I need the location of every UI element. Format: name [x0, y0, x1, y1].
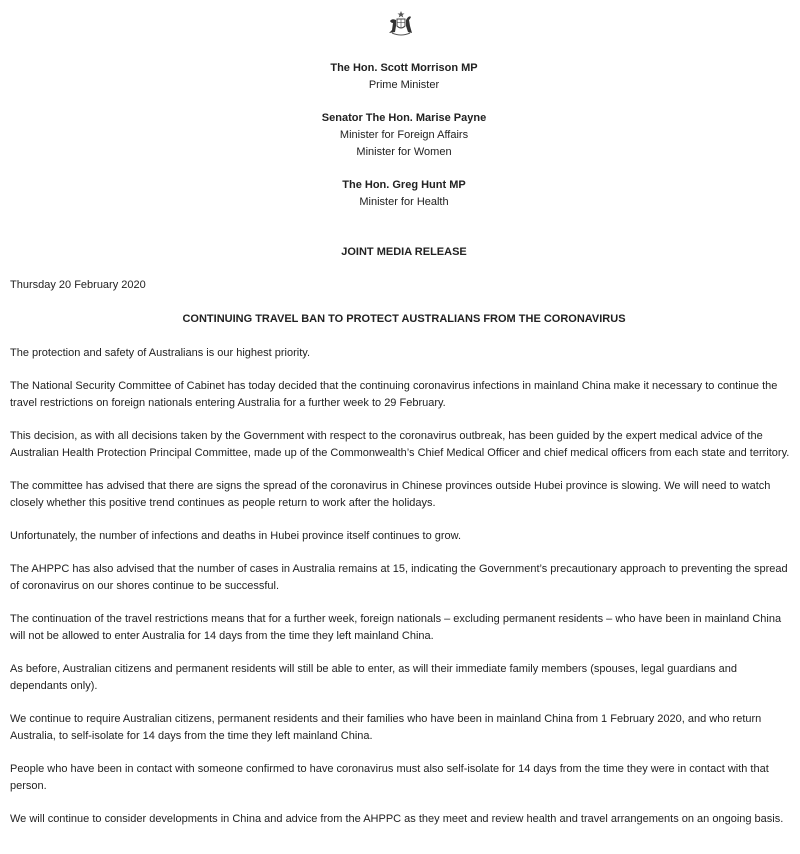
paragraph: As before, Australian citizens and permanent residents will still be able to enter, as will their immediate family members (spouses, legal guardians and dependants only). — [10, 663, 737, 692]
paragraph: The committee has advised that there are signs the spread of the coronavirus in Chinese provinces outside Hubei province is slowing. We will need to watch closely whether this positive trend continues as people return to work after the holidays. — [10, 480, 771, 509]
minister-role: Minister for Foreign Affairs — [339, 129, 469, 141]
minister-name: The Hon. Greg Hunt MP — [342, 179, 466, 191]
paragraph: The protection and safety of Australians is our highest priority. — [10, 347, 311, 359]
paragraph: The continuation of the travel restrictions means that for a further week, foreign nationals – excluding permanent residents – who have been in mainland China will not be allowed to enter Australia for 14 days from the time they left mainland China. — [10, 613, 782, 642]
paragraph: The National Security Committee of Cabinet has today decided that the continuing coronavirus infections in mainland China make it necessary to continue the travel restrictions on foreign nationals entering Australia for a further week to 29 February. — [10, 380, 778, 409]
minister-block-3 — [0, 177, 800, 211]
paragraph: We continue to require Australian citizens, permanent residents and their families who have been in mainland China from 1 February 2020, and who return Australia, to self-isolate for 14 days from the time they left mainland China. — [10, 713, 762, 742]
release-type-title: JOINT MEDIA RELEASE — [341, 246, 467, 258]
minister-block-2 — [0, 110, 800, 161]
coat-of-arms-icon — [386, 10, 416, 38]
release-date: Thursday 20 February 2020 — [10, 279, 146, 291]
paragraph: The AHPPC has also advised that the number of cases in Australia remains at 15, indicating the Government’s precautionary approach to preventing the spread of coronavirus on our shores continue to be successful. — [10, 563, 788, 592]
minister-role: Prime Minister — [368, 79, 440, 91]
minister-role: Minister for Women — [356, 146, 452, 158]
minister-role: Minister for Health — [359, 196, 449, 208]
paragraph: This decision, as with all decisions taken by the Government with respect to the coronavirus outbreak, has been guided by the expert medical advice of the Australian Health Protection Principal Committee, made up of the Commonwealth’s Chief Medical Officer and chief medical officers from each state and territory. — [10, 430, 790, 459]
minister-name: Senator The Hon. Marise Payne — [321, 112, 487, 124]
body-text — [10, 345, 795, 844]
paragraph: People who have been in contact with someone confirmed to have coronavirus must also self-isolate for 14 days from the time they were in contact with that person. — [10, 763, 769, 792]
paragraph: We will continue to consider developments in China and advice from the AHPPC as they meet and review health and travel arrangements on an ongoing basis. — [10, 813, 784, 825]
minister-name: The Hon. Scott Morrison MP — [330, 62, 478, 74]
headline: CONTINUING TRAVEL BAN TO PROTECT AUSTRALIANS FROM THE CORONAVIRUS — [182, 313, 626, 325]
paragraph: Unfortunately, the number of infections and deaths in Hubei province itself continues to grow. — [10, 530, 462, 542]
minister-block-1 — [0, 60, 800, 94]
